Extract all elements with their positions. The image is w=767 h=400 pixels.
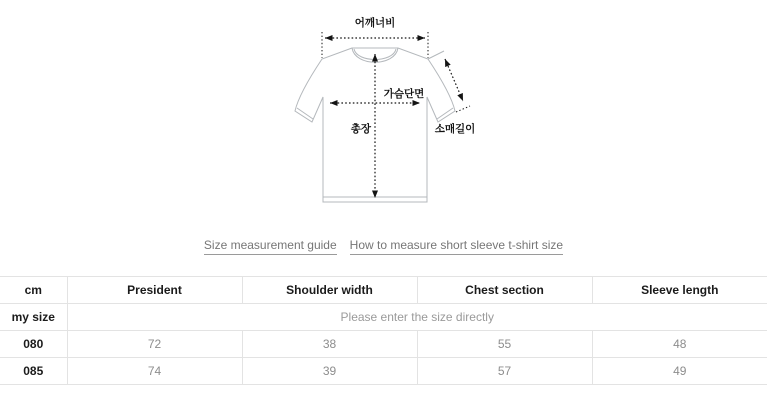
value-cell: 72: [67, 331, 242, 358]
my-size-input-cell[interactable]: Please enter the size directly: [67, 304, 767, 331]
size-measurement-guide-link[interactable]: Size measurement guide: [204, 238, 337, 255]
size-table: [0, 276, 767, 385]
col-header-chest-section: Chest section: [417, 277, 592, 304]
table-row-085: [0, 358, 767, 385]
guide-links: [0, 238, 767, 255]
tshirt-outline-graphic: [295, 48, 455, 202]
label-chest-section: 가슴단면: [383, 88, 425, 100]
size-label-085: 085: [0, 358, 67, 385]
value-cell: 57: [417, 358, 592, 385]
label-total-length: 총장: [350, 123, 371, 135]
col-header-president: President: [67, 277, 242, 304]
value-cell: 74: [67, 358, 242, 385]
value-cell: 48: [592, 331, 767, 358]
size-table-header-row: [0, 277, 767, 304]
label-sleeve-length: 소매길이: [434, 123, 476, 135]
my-size-row: [0, 304, 767, 331]
label-shoulder-width: 어깨너비: [354, 17, 396, 29]
my-size-label-cell: my size: [0, 304, 67, 331]
col-header-sleeve-length: Sleeve length: [592, 277, 767, 304]
col-header-shoulder-width: Shoulder width: [242, 277, 417, 304]
unit-header-cell: cm: [0, 277, 67, 304]
value-cell: 55: [417, 331, 592, 358]
table-row-080: [0, 331, 767, 358]
value-cell: 38: [242, 331, 417, 358]
size-label-080: 080: [0, 331, 67, 358]
how-to-measure-link[interactable]: How to measure short sleeve t-shirt size: [350, 238, 563, 255]
value-cell: 39: [242, 358, 417, 385]
value-cell: 49: [592, 358, 767, 385]
